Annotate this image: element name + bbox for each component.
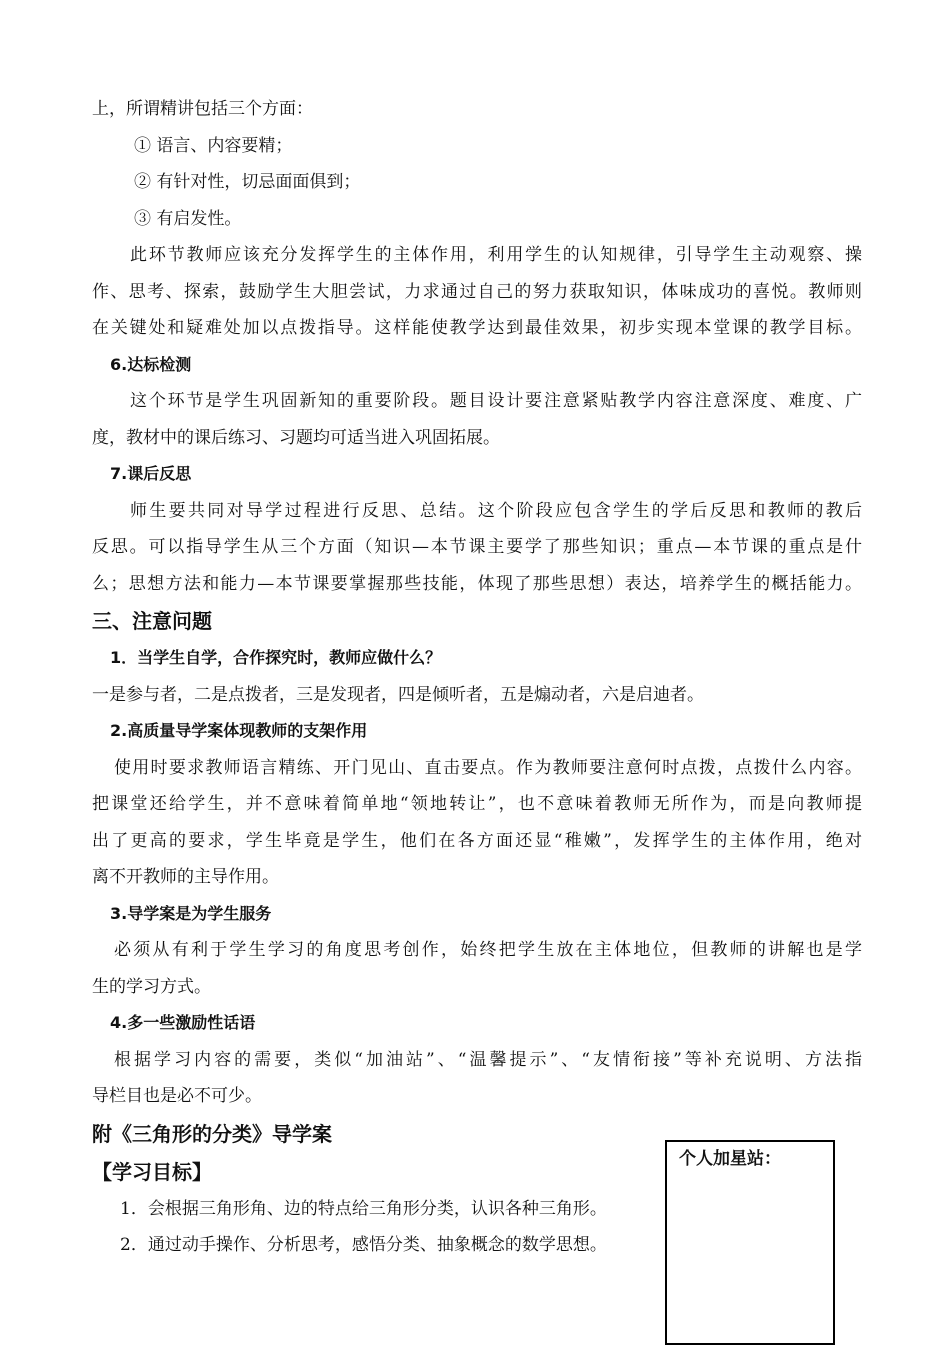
paragraph-line: 上，所谓精讲包括三个方面： xyxy=(92,99,313,119)
paragraph-line: 么；思想方法和能力—本节课要掌握那些技能，体现了那些思想）表达，培养学生的概括能力。 xyxy=(92,573,862,594)
paragraph-line: 在关键处和疑难处加以点拨指导。这样能使教学达到最佳效果，初步实现本堂课的教学目标。 xyxy=(92,318,862,338)
paragraph-line: 使用时要求教师语言精练、开门见山、直击要点。作为教师要注意何时点拨，点拨什么内容。 xyxy=(114,757,862,778)
paragraph-line: 作、思考、探索，鼓励学生大胆尝试，力求通过自己的努力获取知识，体味成功的喜悦。教师则 xyxy=(92,281,862,302)
paragraph-line: 把课堂还给学生，并不意味着简单地“领地转让”，也不意味着教师无所作为，而是向教师提 xyxy=(92,794,862,814)
paragraph-line: 反思。可以指导学生从三个方面（知识—本节课主要学了那些知识；重点—本节课的重点是什 xyxy=(92,537,862,557)
section-heading: 2.高质量导学案体现教师的支架作用 xyxy=(110,721,368,740)
paragraph-line: 生的学习方式。 xyxy=(92,976,211,997)
personal-star-box xyxy=(665,1140,835,1345)
section-heading: 6.达标检测 xyxy=(110,354,192,374)
section-heading: 4.多一些激励性话语 xyxy=(110,1013,256,1032)
paragraph-line: 一是参与者，二是点拨者，三是发现者，四是倾听者，五是煽动者，六是启迪者。 xyxy=(92,684,704,705)
section-heading: 1．当学生自学，合作探究时，教师应做什么？ xyxy=(110,648,442,667)
paragraph-line: 离不开教师的主导作用。 xyxy=(92,867,279,887)
goal-item: 2．通过动手操作、分析思考，感悟分类、抽象概念的数学思想。 xyxy=(120,1235,607,1255)
goal-item: 1．会根据三角形角、边的特点给三角形分类，认识各种三角形。 xyxy=(120,1198,607,1219)
paragraph-line: 师生要共同对导学过程进行反思、总结。这个阶段应包含学生的学后反思和教师的教后 xyxy=(130,500,862,521)
paragraph-line: 导栏目也是必不可少。 xyxy=(92,1086,262,1106)
list-item: ③ 有启发性。 xyxy=(134,208,242,229)
document-body xyxy=(92,91,862,1264)
paragraph-line: 这个环节是学生巩固新知的重要阶段。题目设计要注意紧贴教学内容注意深度、难度、广 xyxy=(130,391,862,411)
appendix-heading: 附《三角形的分类》导学案 xyxy=(92,1121,332,1146)
chapter-heading: 三、注意问题 xyxy=(92,609,212,633)
paragraph-line: 度，教材中的课后练习、习题均可适当进入巩固拓展。 xyxy=(92,427,500,448)
paragraph-line: 必须从有利于学生学习的角度思考创作，始终把学生放在主体地位，但教师的讲解也是学 xyxy=(114,940,862,960)
paragraph-line: 此环节教师应该充分发挥学生的主体作用，利用学生的认知规律，引导学生主动观察、操 xyxy=(130,245,862,265)
paragraph-line: 根据学习内容的需要，类似“加油站”、“温馨提示”、“友情衔接”等补充说明、方法指 xyxy=(114,1049,862,1070)
list-item: ① 语言、内容要精； xyxy=(134,135,293,156)
section-heading: 7.课后反思 xyxy=(110,464,192,483)
star-box-label: 个人加星站： xyxy=(679,1149,781,1169)
goals-heading: 【学习目标】 xyxy=(92,1159,212,1184)
list-item: ② 有针对性，切忌面面俱到； xyxy=(134,172,361,192)
section-heading: 3.导学案是为学生服务 xyxy=(110,903,272,923)
paragraph-line: 出了更高的要求，学生毕竟是学生，他们在各方面还显“稚嫩”，发挥学生的主体作用，绝对 xyxy=(92,830,862,851)
